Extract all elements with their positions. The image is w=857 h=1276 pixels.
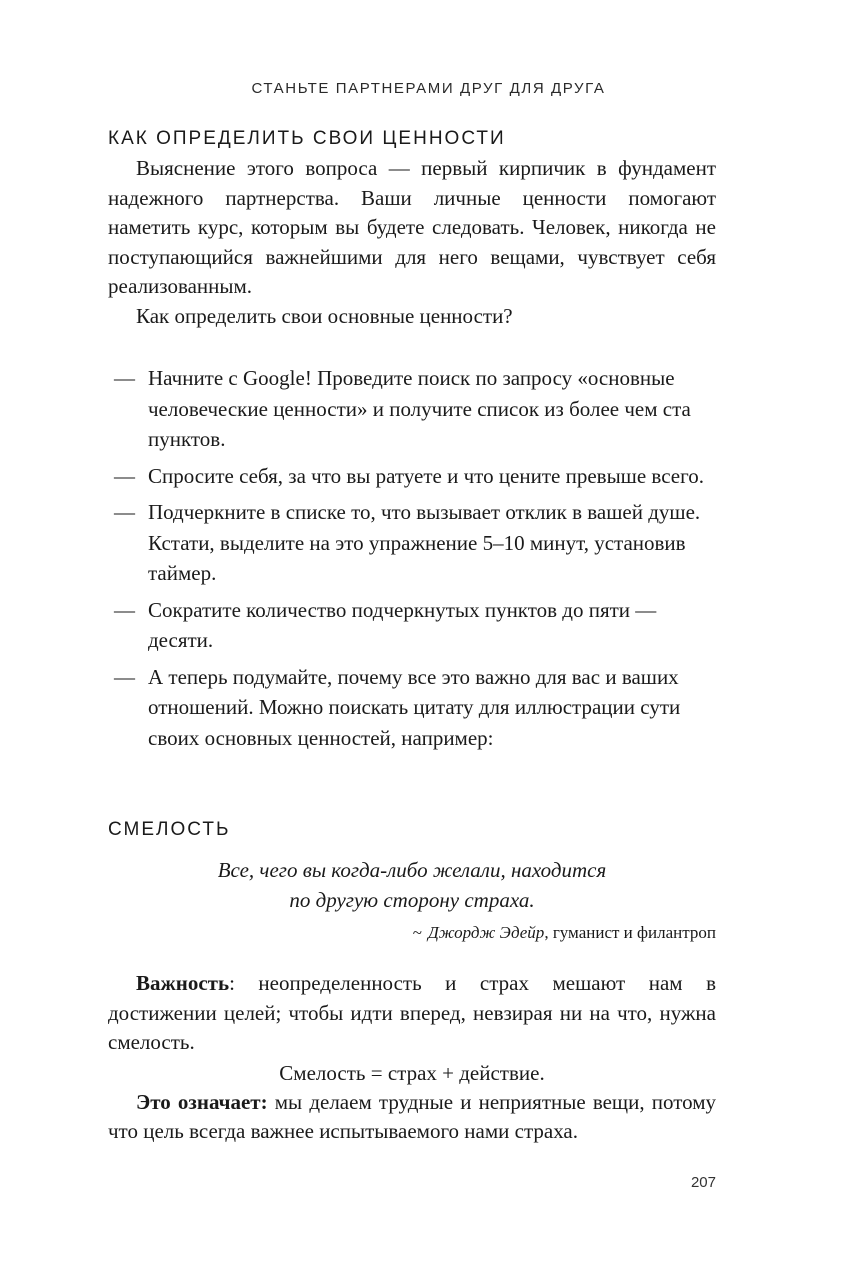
running-head: СТАНЬТЕ ПАРТНЕРАМИ ДРУГ ДЛЯ ДРУГА bbox=[251, 80, 606, 97]
epigraph-quote bbox=[108, 855, 716, 915]
list-item-text: А теперь подумайте, почему все это важно для вас и ваших отношений. Можно поискать цитату для иллюстрации сути своих основных ценностей, например: bbox=[148, 664, 681, 750]
section-heading-values: КАК ОПРЕДЕЛИТЬ СВОИ ЦЕННОСТИ bbox=[108, 128, 506, 149]
paragraph-meaning bbox=[108, 1088, 716, 1147]
quote-line: по другую сторону страха. bbox=[289, 888, 535, 912]
meaning-text: мы делаем трудные и неприятные вещи, потому что цель всегда важнее испытываемого нами страха. bbox=[108, 1089, 716, 1143]
list-item-text: Спросите себя, за что вы ратуете и что цените превыше всего. bbox=[148, 463, 704, 488]
quote-author-role: , гуманист и филантроп bbox=[544, 923, 716, 942]
importance-label: Важность bbox=[136, 971, 230, 995]
quote-line: Все, чего вы когда-либо желали, находится bbox=[217, 858, 607, 882]
section-heading-courage: СМЕЛОСТЬ bbox=[108, 819, 231, 840]
dash-marker: — bbox=[114, 664, 135, 689]
list-item bbox=[108, 595, 716, 656]
list-item bbox=[108, 497, 716, 589]
dash-marker: — bbox=[114, 366, 135, 390]
quote-author: Джордж Эдейр bbox=[427, 923, 545, 942]
list-item-text: Подчеркните в списке то, что вызывает отклик в вашей душе. Кстати, выделите на это упражнение 5–10 минут, установив таймер. bbox=[148, 500, 701, 585]
paragraph-intro: Выяснение этого вопроса — первый кирпичик в фундамент надежного партнерства. Ваши личные ценности помогают наметить курс, которым вы будете следовать. Человек, никогда не поступающийся важнейшими для него вещами, чувствует себя реализованным. bbox=[108, 156, 716, 298]
formula-line: Смелость = страх + действие. bbox=[279, 1060, 545, 1085]
list-item bbox=[108, 461, 716, 492]
page-content bbox=[108, 124, 716, 1147]
dash-marker: — bbox=[114, 597, 135, 622]
dash-marker: — bbox=[114, 500, 135, 524]
meaning-label: Это означает: bbox=[136, 1089, 268, 1114]
tilde-mark: ~ bbox=[412, 923, 422, 942]
list-item bbox=[108, 363, 716, 455]
steps-list bbox=[108, 363, 716, 753]
paragraph-importance bbox=[108, 969, 716, 1058]
page-number: 207 bbox=[690, 1174, 716, 1191]
paragraph-question: Как определить свои основные ценности? bbox=[136, 303, 513, 328]
dash-marker: — bbox=[114, 463, 135, 488]
list-item bbox=[108, 662, 716, 754]
importance-text: : неопределенность и страх мешают нам в достижении целей; чтобы идти вперед, невзирая ни на что, нужна смелость. bbox=[108, 971, 716, 1054]
quote-attribution bbox=[108, 919, 716, 947]
list-item-text: Сократите количество подчеркнутых пунктов до пяти — десяти. bbox=[148, 597, 657, 652]
list-item-text: Начните с Google! Проведите поиск по запросу «основные человеческие ценности» и получите список из более чем ста пунктов. bbox=[148, 366, 691, 451]
